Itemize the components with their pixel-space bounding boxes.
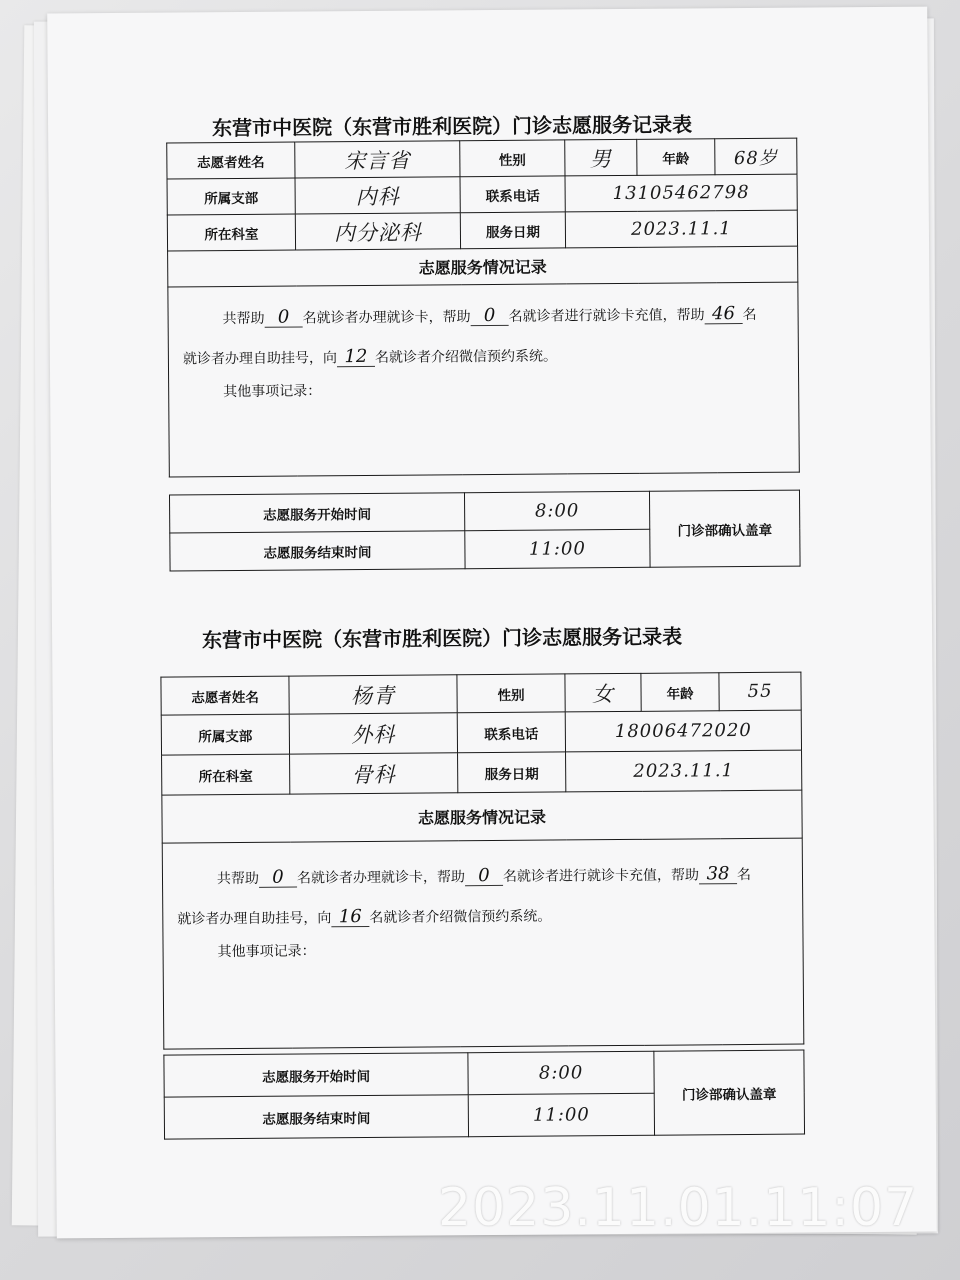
age-label: 年龄 bbox=[641, 673, 719, 712]
age-value: 55 bbox=[719, 672, 801, 711]
date-label: 服务日期 bbox=[458, 752, 566, 793]
record-table bbox=[166, 138, 800, 478]
document-page bbox=[47, 7, 937, 1239]
name-label: 志愿者姓名 bbox=[161, 676, 289, 715]
other-notes-label: 其他事项记录： bbox=[217, 943, 316, 961]
dept-value: 内分泌科 bbox=[295, 213, 460, 250]
date-value: 2023.11.1 bbox=[565, 210, 797, 248]
stamp-label: 门诊部确认盖章 bbox=[649, 490, 800, 567]
age-label: 年龄 bbox=[637, 139, 715, 176]
gender-value: 女 bbox=[565, 673, 641, 712]
name-label: 志愿者姓名 bbox=[167, 142, 295, 179]
dept-label: 所在科室 bbox=[162, 754, 290, 795]
service-paragraph: 共帮助 0 名就诊者办理就诊卡，帮助 0 名就诊者进行就诊卡充值，帮助 46 名 就诊者办理自助挂号，向 12 名就诊者介绍微信预约系统。 bbox=[182, 303, 757, 368]
date-label: 服务日期 bbox=[460, 212, 565, 249]
fill-cards: 0 bbox=[259, 869, 297, 888]
fill-recharge: 0 bbox=[471, 307, 509, 326]
fill-self-register: 38 bbox=[699, 865, 737, 884]
branch-label: 所属支部 bbox=[161, 714, 289, 755]
end-time-value: 11:00 bbox=[465, 529, 650, 568]
phone-value: 13105462798 bbox=[565, 174, 797, 212]
gender-label: 性别 bbox=[460, 140, 565, 177]
service-paragraph: 共帮助 0 名就诊者办理就诊卡，帮助 0 名就诊者进行就诊卡充值，帮助 38 名 就诊者办理自助挂号，向 16 名就诊者介绍微信预约系统。 bbox=[177, 863, 752, 928]
service-record-body bbox=[168, 282, 799, 477]
record-table bbox=[160, 672, 804, 1050]
branch-value: 内科 bbox=[295, 177, 460, 214]
branch-label: 所属支部 bbox=[167, 178, 295, 215]
time-table bbox=[169, 490, 801, 572]
phone-value: 18006472020 bbox=[565, 710, 801, 752]
phone-label: 联系电话 bbox=[457, 712, 565, 753]
stamp-label: 门诊部确认盖章 bbox=[654, 1050, 805, 1135]
end-time-value: 11:00 bbox=[468, 1093, 654, 1136]
fill-wechat: 16 bbox=[331, 908, 369, 927]
end-time-label: 志愿服务结束时间 bbox=[164, 1095, 468, 1139]
phone-label: 联系电话 bbox=[460, 176, 565, 213]
end-time-label: 志愿服务结束时间 bbox=[170, 531, 465, 571]
date-value: 2023.11.1 bbox=[566, 750, 802, 792]
name-value: 杨青 bbox=[289, 675, 457, 714]
photo-timestamp: 2023.11.01.11:07 bbox=[438, 1178, 919, 1238]
fill-cards: 0 bbox=[265, 308, 303, 327]
gender-value: 男 bbox=[565, 139, 637, 176]
start-time-label: 志愿服务开始时间 bbox=[164, 1053, 468, 1097]
start-time-value: 8:00 bbox=[468, 1051, 654, 1094]
start-time-value: 8:00 bbox=[464, 491, 649, 530]
dept-value: 骨科 bbox=[290, 753, 458, 794]
section-title: 志愿服务情况记录 bbox=[162, 790, 802, 843]
time-table bbox=[163, 1050, 805, 1140]
start-time-label: 志愿服务开始时间 bbox=[169, 493, 464, 533]
age-value: 68岁 bbox=[715, 138, 797, 175]
fill-self-register: 46 bbox=[705, 305, 743, 324]
name-value: 宋言省 bbox=[295, 141, 460, 178]
fill-recharge: 0 bbox=[465, 867, 503, 886]
form-title: 东营市中医院（东营市胜利医院）门诊志愿服务记录表 bbox=[202, 624, 683, 653]
dept-label: 所在科室 bbox=[167, 214, 295, 251]
form-title: 东营市中医院（东营市胜利医院）门诊志愿服务记录表 bbox=[212, 112, 693, 141]
branch-value: 外科 bbox=[289, 713, 457, 754]
service-record-body bbox=[162, 838, 804, 1049]
other-notes-label: 其他事项记录： bbox=[223, 383, 322, 401]
gender-label: 性别 bbox=[457, 674, 565, 713]
fill-wechat: 12 bbox=[337, 348, 375, 367]
section-title: 志愿服务情况记录 bbox=[168, 246, 798, 287]
